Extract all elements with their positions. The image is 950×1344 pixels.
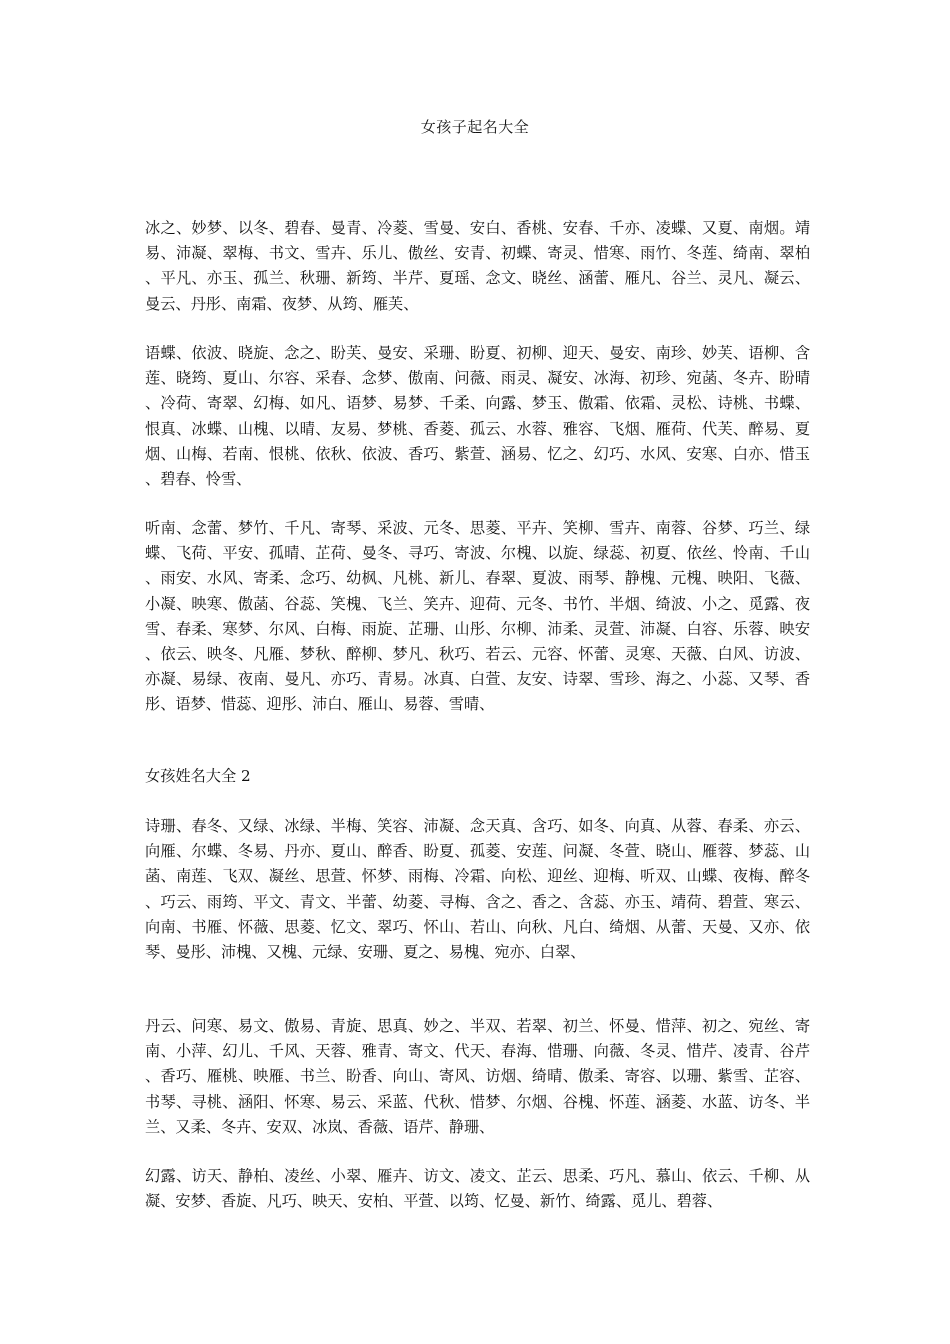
name-list-paragraph: 诗珊、春冬、又绿、冰绿、半梅、笑容、沛凝、念天真、含巧、如冬、向真、从蓉、春柔、亦云、向雁、尔蝶、冬易、丹亦、夏山、醉香、盼夏、孤菱、安莲、问凝、冬萱、晓山、雁蓉、梦蕊、山菡、南莲、飞双、凝丝、思萱、怀梦、雨梅、冷霜、向松、迎丝、迎梅、听双、山蝶、夜梅、醉冬、巧云、雨筠、平文、青文、半蕾、幼菱、寻梅、含之、香之、含蕊、亦玉、靖荷、碧萱、寒云、向南、书雁、怀薇、思菱、忆文、翠巧、怀山、若山、向秋、凡白、绮烟、从蕾、天曼、又亦、依琴、曼彤、沛槐、又槐、元绿、安珊、夏之、易槐、宛亦、白翠、 bbox=[145, 817, 810, 962]
document-title: 女孩子起名大全 bbox=[420, 118, 530, 136]
section-heading: 女孩姓名大全 2 bbox=[145, 767, 251, 785]
name-list-paragraph: 丹云、问寒、易文、傲易、青旋、思真、妙之、半双、若翠、初兰、怀曼、惜萍、初之、宛丝、寄南、小萍、幻儿、千风、天蓉、雅青、寄文、代天、春海、惜珊、向薇、冬灵、惜芹、凌青、谷芹、香巧、雁桃、映雁、书兰、盼香、向山、寄风、访烟、绮晴、傲柔、寄容、以珊、紫雪、芷容、书琴、寻桃、涵阳、怀寒、易云、采蓝、代秋、惜梦、尔烟、谷槐、怀莲、涵菱、水蓝、访冬、半兰、又柔、冬卉、安双、冰岚、香薇、语芹、静珊、 bbox=[145, 1017, 810, 1136]
name-list-paragraph: 听南、念蕾、梦竹、千凡、寄琴、采波、元冬、思菱、平卉、笑柳、雪卉、南蓉、谷梦、巧兰、绿蝶、飞荷、平安、孤晴、芷荷、曼冬、寻巧、寄波、尔槐、以旋、绿蕊、初夏、依丝、怜南、千山、雨安、水风、寄柔、念巧、幼枫、凡桃、新儿、春翠、夏波、雨琴、静槐、元槐、映阳、飞薇、小凝、映寒、傲菡、谷蕊、笑槐、飞兰、笑卉、迎荷、元冬、书竹、半烟、绮波、小之、觅露、夜雪、春柔、寒梦、尔风、白梅、雨旋、芷珊、山彤、尔柳、沛柔、灵萱、沛凝、白容、乐蓉、映安、依云、映冬、凡雁、梦秋、醉柳、梦凡、秋巧、若云、元容、怀蕾、灵寒、天薇、白风、访波、亦凝、易绿、夜南、曼凡、亦巧、青易。冰真、白萱、友安、诗翠、雪珍、海之、小蕊、又琴、香彤、语梦、惜蕊、迎彤、沛白、雁山、易蓉、雪晴、 bbox=[145, 519, 810, 714]
name-list-paragraph: 冰之、妙梦、以冬、碧春、曼青、冷菱、雪曼、安白、香桃、安春、千亦、凌蝶、又夏、南烟。靖易、沛凝、翠梅、书文、雪卉、乐儿、傲丝、安青、初蝶、寄灵、惜寒、雨竹、冬莲、绮南、翠柏、平凡、亦玉、孤兰、秋珊、新筠、半芹、夏瑶、念文、晓丝、涵蕾、雁凡、谷兰、灵凡、凝云、曼云、丹彤、南霜、夜梦、从筠、雁芙、 bbox=[145, 219, 810, 313]
name-list-paragraph: 幻露、访天、静柏、凌丝、小翠、雁卉、访文、凌文、芷云、思柔、巧凡、慕山、依云、千柳、从凝、安梦、香旋、凡巧、映天、安柏、平萱、以筠、忆曼、新竹、绮露、觅儿、碧蓉、 bbox=[145, 1167, 810, 1211]
name-list-paragraph: 语蝶、依波、晓旋、念之、盼芙、曼安、采珊、盼夏、初柳、迎天、曼安、南珍、妙芙、语柳、含莲、晓筠、夏山、尔容、采春、念梦、傲南、问薇、雨灵、凝安、冰海、初珍、宛菡、冬卉、盼晴、冷荷、寄翠、幻梅、如凡、语梦、易梦、千柔、向露、梦玉、傲霜、依霜、灵松、诗桃、书蝶、恨真、冰蝶、山槐、以晴、友易、梦桃、香菱、孤云、水蓉、雅容、飞烟、雁荷、代芙、醉易、夏烟、山梅、若南、恨桃、依秋、依波、香巧、紫萱、涵易、忆之、幻巧、水风、安寒、白亦、惜玉、碧春、怜雪、 bbox=[145, 344, 810, 489]
